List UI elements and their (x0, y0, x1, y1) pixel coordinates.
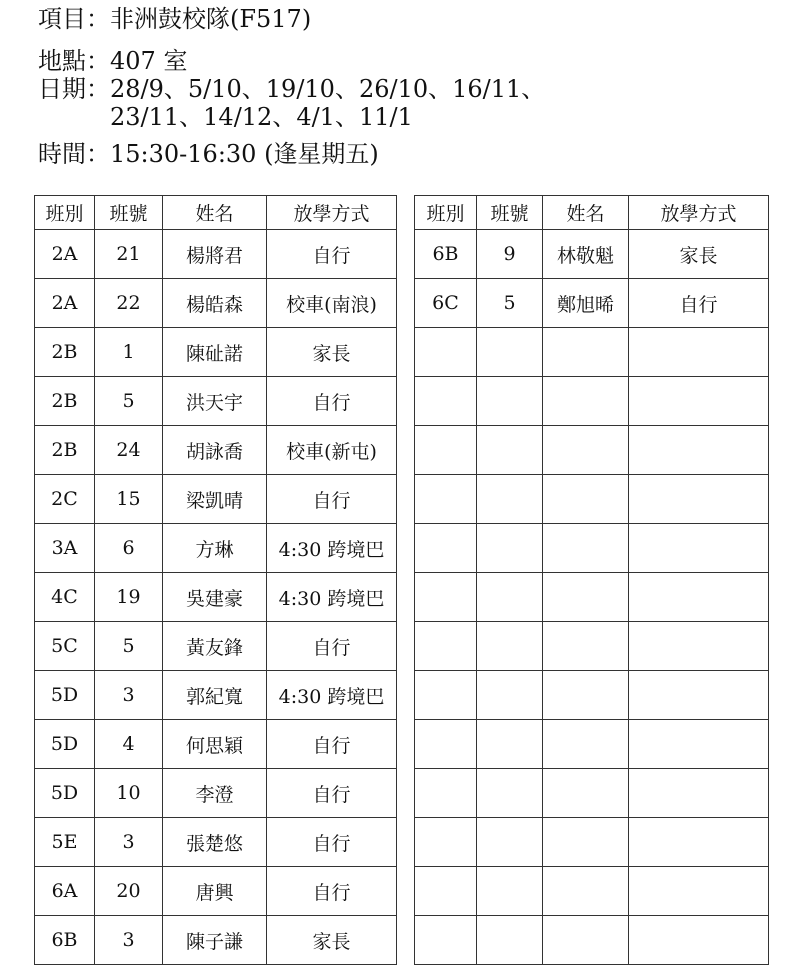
cell-dismissal (629, 769, 769, 818)
cell-dismissal (629, 916, 769, 965)
table-row (35, 230, 397, 279)
cell-dismissal: 4:30 跨境巴 (267, 671, 397, 720)
header-class: 班別 (415, 196, 477, 230)
item-value: 非洲鼓校隊(F517) (110, 5, 312, 33)
cell-name: 黃友鋒 (163, 622, 267, 671)
cell-class: 6B (35, 916, 95, 965)
cell-number: 3 (95, 818, 163, 867)
cell-number: 21 (95, 230, 163, 279)
cell-class (415, 720, 477, 769)
table-row (415, 475, 769, 524)
cell-dismissal (629, 867, 769, 916)
header-number: 班號 (95, 196, 163, 230)
cell-dismissal (629, 328, 769, 377)
cell-dismissal (629, 573, 769, 622)
cell-name: 李澄 (163, 769, 267, 818)
cell-class: 2B (35, 377, 95, 426)
cell-dismissal: 自行 (267, 230, 397, 279)
table-row (415, 328, 769, 377)
table-row (35, 720, 397, 769)
dates-label: 日期： (38, 75, 110, 103)
table-row (35, 573, 397, 622)
table-row (415, 671, 769, 720)
cell-class (415, 867, 477, 916)
cell-name: 郭紀寬 (163, 671, 267, 720)
cell-name: 張楚悠 (163, 818, 267, 867)
cell-number (477, 818, 543, 867)
cell-dismissal: 自行 (267, 720, 397, 769)
cell-dismissal (629, 671, 769, 720)
cell-class: 2B (35, 328, 95, 377)
table-row (415, 524, 769, 573)
cell-number (477, 671, 543, 720)
cell-name (543, 916, 629, 965)
cell-dismissal (629, 377, 769, 426)
cell-dismissal: 家長 (267, 328, 397, 377)
cell-class: 2B (35, 426, 95, 475)
header-dismissal: 放學方式 (629, 196, 769, 230)
table-row (35, 916, 397, 965)
cell-class (415, 622, 477, 671)
cell-dismissal: 家長 (629, 230, 769, 279)
cell-name: 林敬魁 (543, 230, 629, 279)
cell-name: 洪天宇 (163, 377, 267, 426)
cell-dismissal: 4:30 跨境巴 (267, 573, 397, 622)
cell-number: 20 (95, 867, 163, 916)
table-row (35, 671, 397, 720)
cell-class (415, 524, 477, 573)
table-row (35, 279, 397, 328)
cell-number: 15 (95, 475, 163, 524)
cell-number (477, 622, 543, 671)
cell-number: 1 (95, 328, 163, 377)
time-label: 時間： (38, 140, 110, 168)
cell-dismissal: 自行 (267, 867, 397, 916)
cell-dismissal (629, 475, 769, 524)
cell-number: 3 (95, 671, 163, 720)
cell-class: 2C (35, 475, 95, 524)
cell-number: 9 (477, 230, 543, 279)
cell-dismissal: 校車(南浪) (267, 279, 397, 328)
cell-number (477, 328, 543, 377)
cell-name: 唐興 (163, 867, 267, 916)
roster-table-left (34, 195, 397, 965)
cell-number (477, 426, 543, 475)
cell-number: 5 (95, 377, 163, 426)
table-header-row (35, 196, 397, 230)
cell-name: 吳建豪 (163, 573, 267, 622)
cell-name (543, 769, 629, 818)
table-row (415, 230, 769, 279)
cell-class (415, 475, 477, 524)
cell-number (477, 475, 543, 524)
cell-dismissal: 4:30 跨境巴 (267, 524, 397, 573)
cell-class: 3A (35, 524, 95, 573)
cell-dismissal: 校車(新屯) (267, 426, 397, 475)
cell-class (415, 916, 477, 965)
table-row (35, 622, 397, 671)
cell-class: 5E (35, 818, 95, 867)
item-line (38, 5, 311, 33)
cell-name: 梁凱晴 (163, 475, 267, 524)
dates-line-2: 23/11、14/12、4/1、11/1 (110, 103, 413, 131)
table-row (35, 377, 397, 426)
cell-number (477, 867, 543, 916)
cell-name: 陳子謙 (163, 916, 267, 965)
cell-class: 5D (35, 769, 95, 818)
location-label: 地點： (38, 47, 110, 75)
cell-dismissal (629, 622, 769, 671)
cell-name: 何思穎 (163, 720, 267, 769)
cell-class (415, 573, 477, 622)
cell-dismissal: 自行 (267, 622, 397, 671)
cell-class: 5C (35, 622, 95, 671)
header-class: 班別 (35, 196, 95, 230)
cell-name: 楊將君 (163, 230, 267, 279)
cell-name (543, 671, 629, 720)
cell-number: 3 (95, 916, 163, 965)
cell-class: 2A (35, 279, 95, 328)
cell-dismissal: 自行 (267, 769, 397, 818)
dates-line (38, 75, 545, 131)
cell-number: 22 (95, 279, 163, 328)
cell-dismissal: 自行 (267, 818, 397, 867)
cell-name: 方琳 (163, 524, 267, 573)
cell-number (477, 524, 543, 573)
cell-class: 4C (35, 573, 95, 622)
cell-name (543, 867, 629, 916)
cell-name: 胡詠喬 (163, 426, 267, 475)
header-name: 姓名 (163, 196, 267, 230)
roster-table-right (414, 195, 769, 965)
table-row (35, 769, 397, 818)
cell-number (477, 573, 543, 622)
cell-name (543, 573, 629, 622)
cell-class: 5D (35, 720, 95, 769)
cell-number (477, 916, 543, 965)
cell-number: 4 (95, 720, 163, 769)
cell-class: 2A (35, 230, 95, 279)
cell-number: 6 (95, 524, 163, 573)
cell-name (543, 377, 629, 426)
table-row (415, 622, 769, 671)
cell-class: 6B (415, 230, 477, 279)
cell-class (415, 377, 477, 426)
cell-number: 24 (95, 426, 163, 475)
cell-dismissal (629, 524, 769, 573)
cell-dismissal (629, 720, 769, 769)
table-row (415, 377, 769, 426)
table-row (415, 916, 769, 965)
cell-dismissal (629, 818, 769, 867)
table-row (415, 867, 769, 916)
table-row (35, 328, 397, 377)
cell-number (477, 769, 543, 818)
table-row (415, 818, 769, 867)
table-row (415, 426, 769, 475)
cell-name: 楊皓森 (163, 279, 267, 328)
item-label: 項目： (38, 5, 110, 33)
cell-name: 陳砋諾 (163, 328, 267, 377)
header-number: 班號 (477, 196, 543, 230)
cell-number: 19 (95, 573, 163, 622)
cell-dismissal: 自行 (267, 377, 397, 426)
cell-dismissal: 自行 (267, 475, 397, 524)
table-row (35, 818, 397, 867)
cell-dismissal (629, 426, 769, 475)
table-row (415, 573, 769, 622)
table-row (35, 475, 397, 524)
cell-number (477, 720, 543, 769)
cell-class: 6A (35, 867, 95, 916)
table-row (35, 867, 397, 916)
cell-dismissal: 自行 (629, 279, 769, 328)
location-value: 407 室 (110, 47, 188, 75)
cell-name (543, 426, 629, 475)
cell-class (415, 818, 477, 867)
location-line (38, 47, 187, 75)
table-row (35, 524, 397, 573)
time-line (38, 140, 379, 168)
cell-number: 10 (95, 769, 163, 818)
cell-name: 鄭旭晞 (543, 279, 629, 328)
cell-class: 5D (35, 671, 95, 720)
cell-class (415, 328, 477, 377)
table-header-row (415, 196, 769, 230)
table-row (415, 279, 769, 328)
cell-dismissal: 家長 (267, 916, 397, 965)
dates-line-1: 28/9、5/10、19/10、26/10、16/11、 (110, 75, 546, 103)
cell-class: 6C (415, 279, 477, 328)
cell-name (543, 622, 629, 671)
table-row (35, 426, 397, 475)
cell-name (543, 475, 629, 524)
cell-name (543, 524, 629, 573)
header-name: 姓名 (543, 196, 629, 230)
cell-number: 5 (95, 622, 163, 671)
dates-value (110, 75, 545, 131)
cell-name (543, 720, 629, 769)
cell-class (415, 769, 477, 818)
cell-number (477, 377, 543, 426)
table-row (415, 720, 769, 769)
cell-name (543, 328, 629, 377)
cell-class (415, 671, 477, 720)
header-dismissal: 放學方式 (267, 196, 397, 230)
cell-class (415, 426, 477, 475)
time-value: 15:30-16:30 (逢星期五) (110, 140, 379, 168)
cell-name (543, 818, 629, 867)
cell-number: 5 (477, 279, 543, 328)
table-row (415, 769, 769, 818)
